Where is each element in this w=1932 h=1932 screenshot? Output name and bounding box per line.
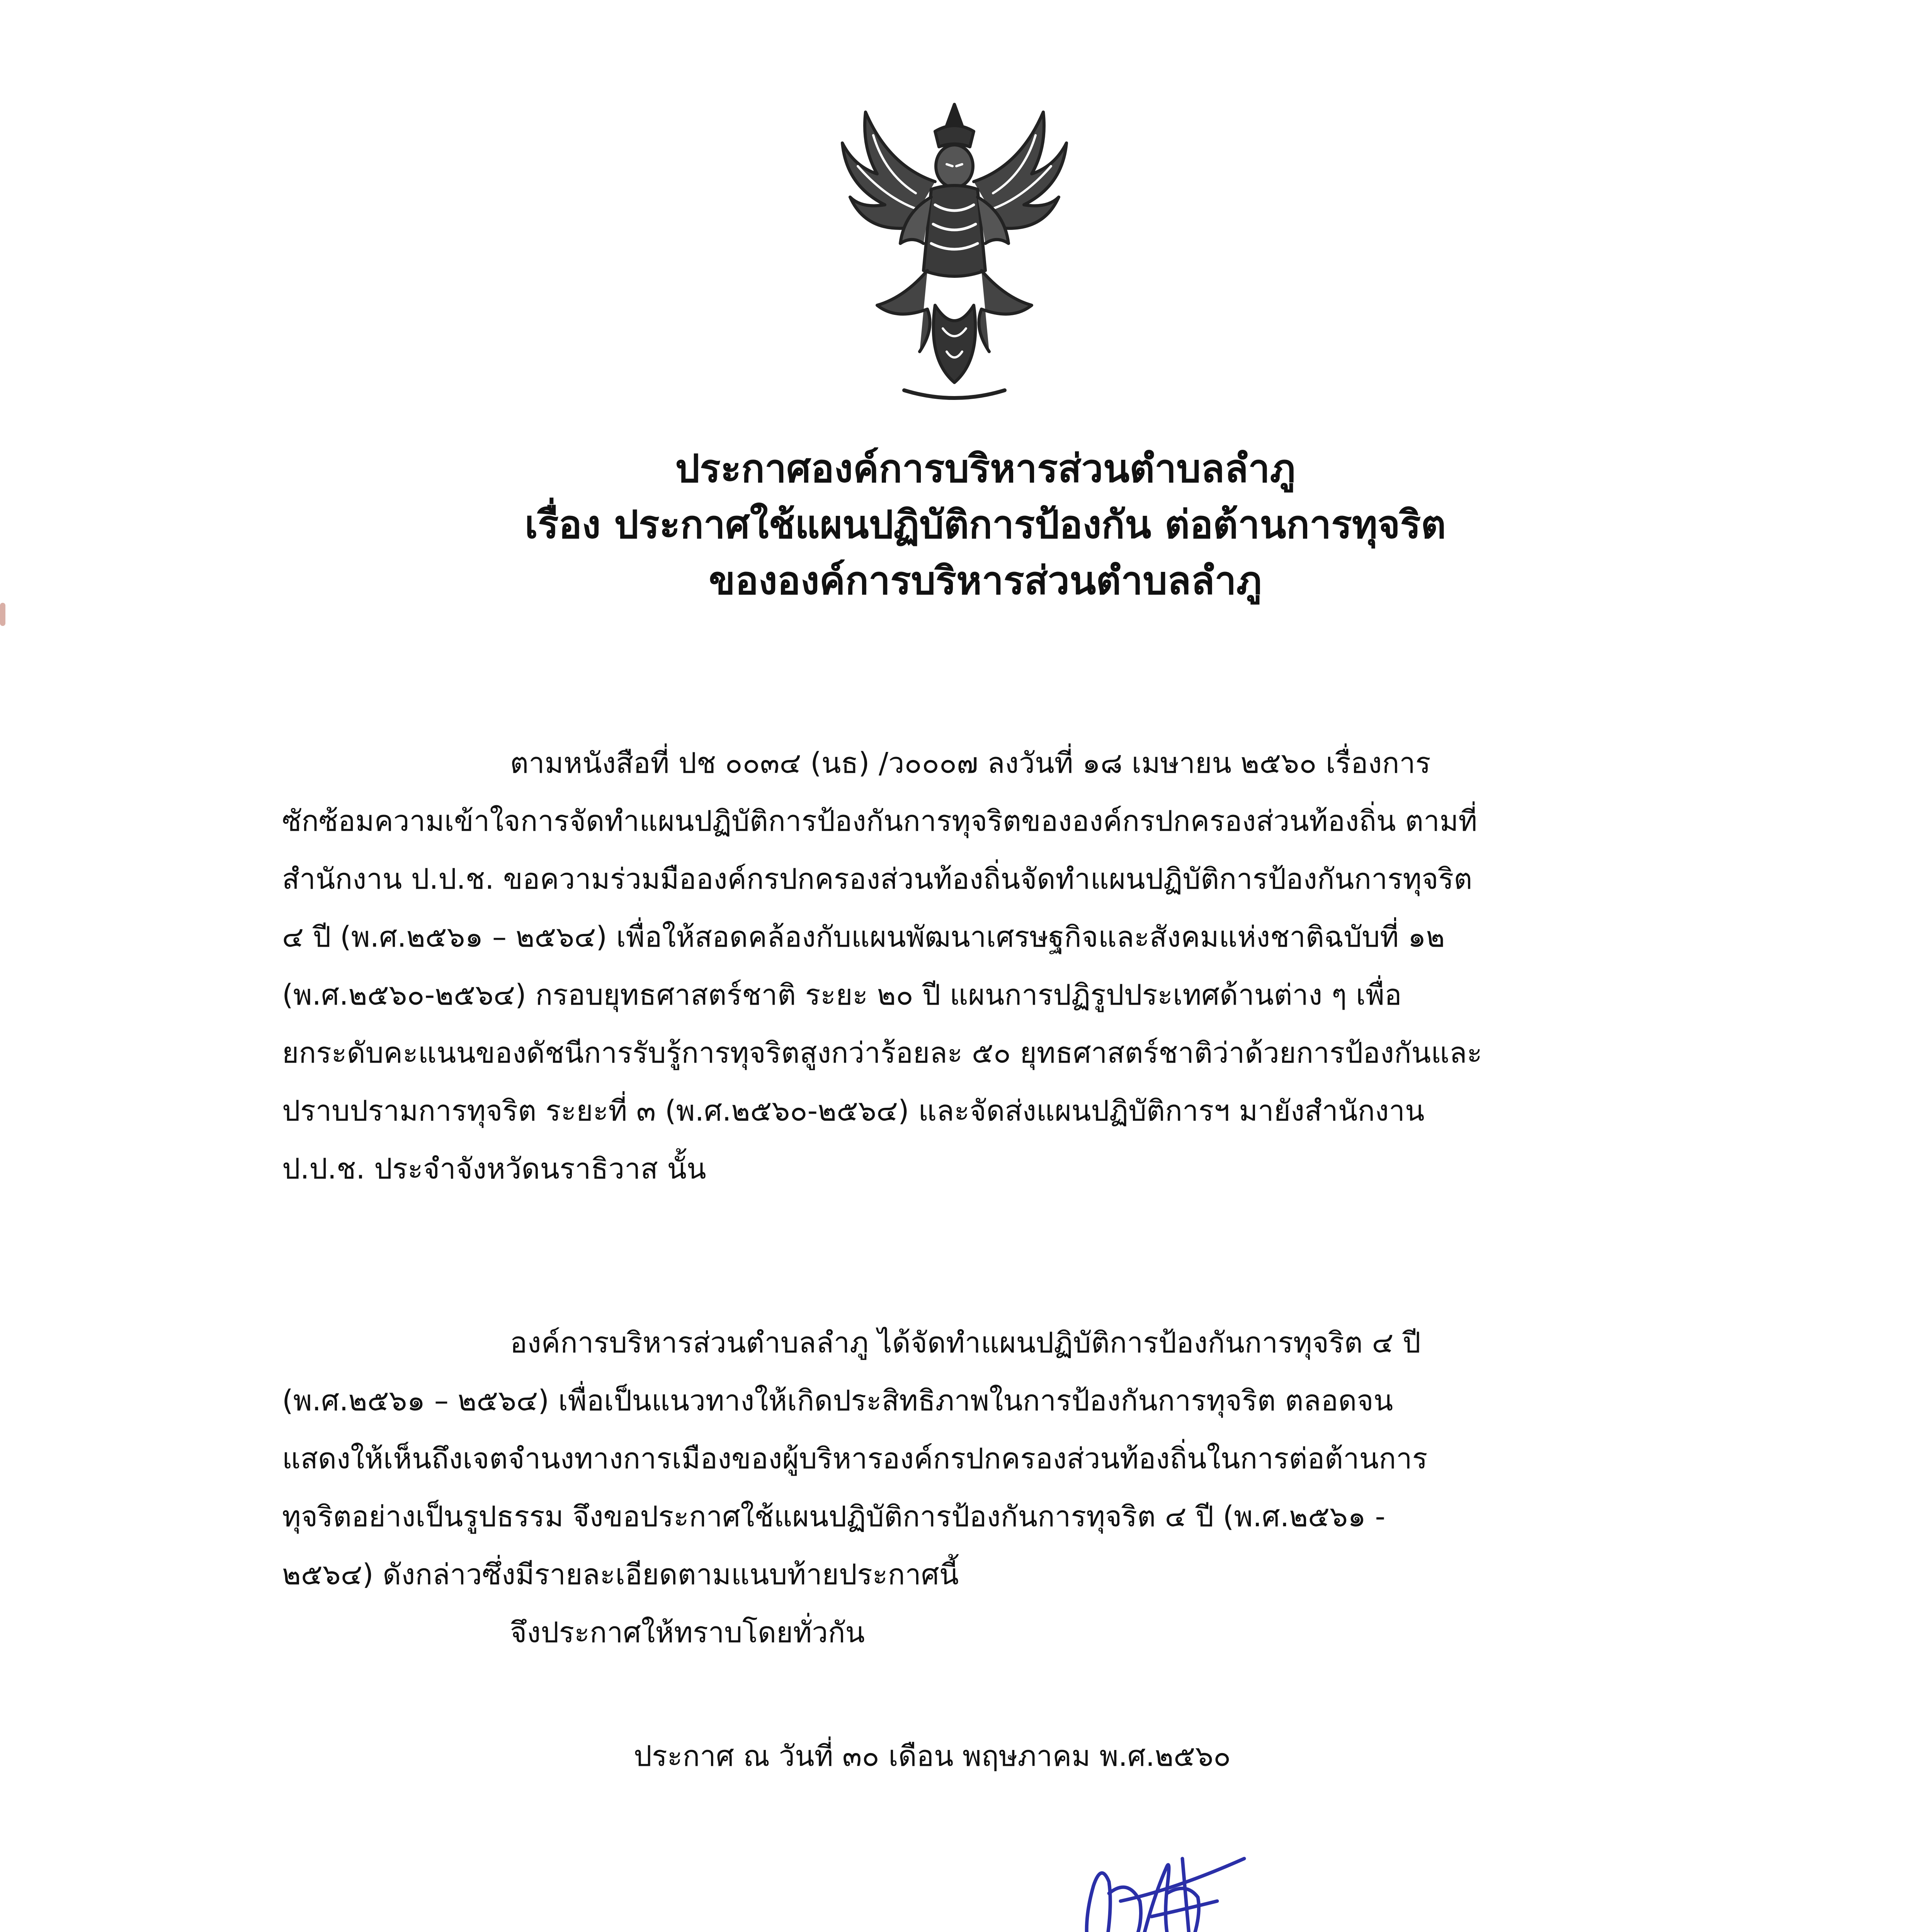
paragraph-1-line: (พ.ศ.๒๕๖๐-๒๕๖๔) กรอบยุทธศาสตร์ชาติ ระยะ ๒๐ ปี แผนการปฏิรูปประเทศด้านต่าง ๆ เพื่อ (282, 978, 1402, 1012)
paragraph-1-line: ป.ป.ช. ประจำจังหวัดนราธิวาส นั้น (282, 1152, 706, 1185)
signature (1051, 1824, 1252, 1932)
paragraph-1-line: ปราบปรามการทุจริต ระยะที่ ๓ (พ.ศ.๒๕๖๐-๒๕๖๔) และจัดส่งแผนปฏิบัติการฯ มายังสำนักงาน (282, 1094, 1425, 1128)
paragraph-2-line: (พ.ศ.๒๕๖๑ – ๒๕๖๔) เพื่อเป็นแนวทางให้เกิดประสิทธิภาพในการป้องกันการทุจริต ตลอดจน (282, 1384, 1393, 1417)
announcement-title (0, 440, 1932, 609)
paragraph-2-line: แสดงให้เห็นถึงเจตจำนงทางการเมืองของผู้บริหารองค์กรปกครองส่วนท้องถิ่นในการต่อต้านการ (282, 1442, 1428, 1475)
paragraph-2-line: ๒๕๖๔) ดังกล่าวซึ่งมีรายละเอียดตามแนบท้ายประกาศนี้ (282, 1558, 959, 1591)
paragraph-1-line: ซักซ้อมความเข้าใจการจัดทำแผนปฏิบัติการป้องกันการทุจริตขององค์กรปกครองส่วนท้องถิ่น ตามที่ (282, 804, 1478, 838)
paragraph-1-line: ๔ ปี (พ.ศ.๒๕๖๑ – ๒๕๖๔) เพื่อให้สอดคล้องกับแผนพัฒนาเศรษฐกิจและสังคมแห่งชาติฉบับที่ ๑๒ (282, 920, 1445, 954)
paragraph-1 (282, 734, 1611, 1198)
title-line-1: ประกาศองค์การบริหารส่วนตำบลลำภู (675, 446, 1296, 491)
paragraph-2-line: ทุจริตอย่างเป็นรูปธรรม จึงขอประกาศใช้แผนปฏิบัติการป้องกันการทุจริต ๔ ปี (พ.ศ.๒๕๖๑ - (282, 1500, 1386, 1533)
paragraph-1-line: ตามหนังสือที่ ปช ๐๐๓๔ (นธ) /ว๐๐๐๗ ลงวันที่ ๑๘ เมษายน ๒๕๖๐ เรื่องการ (510, 747, 1431, 780)
announcement-date: ประกาศ ณ วันที่ ๓๐ เดือน พฤษภาคม พ.ศ.๒๕๖๐ (634, 1740, 1231, 1773)
title-line-2: เรื่อง ประกาศใช้แผนปฏิบัติการป้องกัน ต่อต้านการทุจริต (524, 502, 1446, 547)
paragraph-1-line: ยกระดับคะแนนของดัชนีการรับรู้การทุจริตสูงกว่าร้อยละ ๕๐ ยุทธศาสตร์ชาติว่าด้วยการป้องกันและ (282, 1036, 1483, 1070)
paragraph-2-line: องค์การบริหารส่วนตำบลลำภู ได้จัดทำแผนปฏิบัติการป้องกันการทุจริต ๔ ปี (510, 1326, 1421, 1359)
garuda-emblem-icon (819, 89, 1090, 421)
paragraph-1-line: สำนักงาน ป.ป.ช. ขอความร่วมมือองค์กรปกครองส่วนท้องถิ่นจัดทำแผนปฏิบัติการป้องกันการทุจริต (282, 862, 1473, 896)
closing-statement: จึงประกาศให้ทราบโดยทั่วกัน (510, 1616, 865, 1649)
title-line-3: ขององค์การบริหารส่วนตำบลลำภู (709, 558, 1262, 603)
paragraph-2 (282, 1314, 1611, 1604)
